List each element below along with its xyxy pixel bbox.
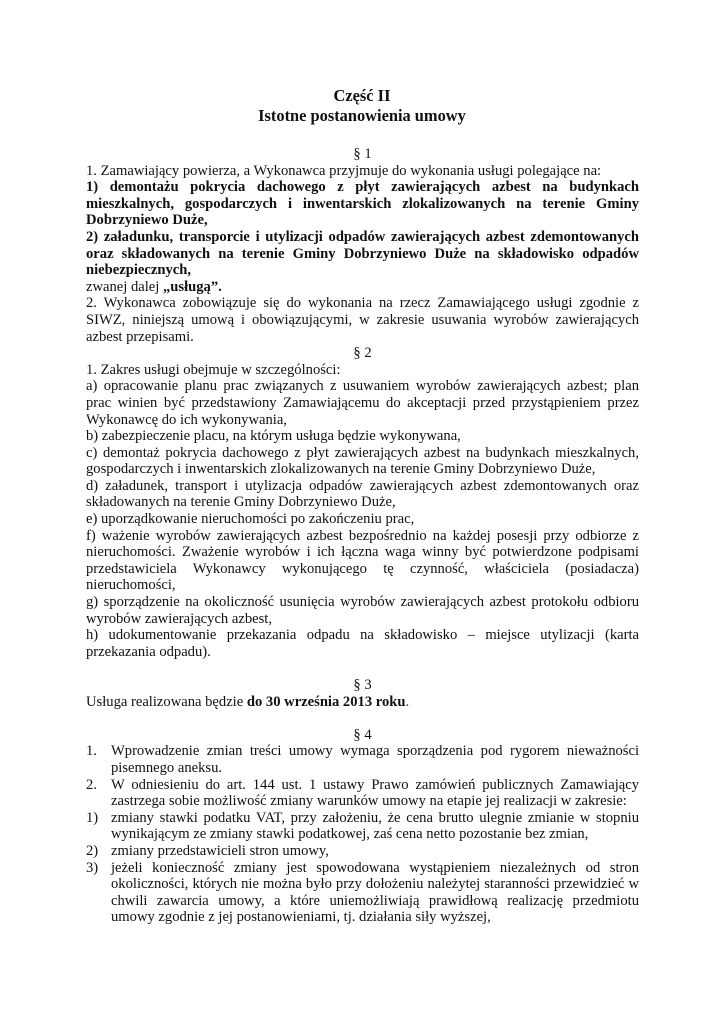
- s4-list-item: [86, 810, 639, 843]
- s4-item-number: 2.: [86, 776, 97, 793]
- document-body: [86, 146, 639, 926]
- s2-item-b: b) zabezpieczenie placu, na którym usługa będzie wykonywana,: [86, 428, 461, 445]
- s1-item-1: 1) demontażu pokrycia dachowego z płyt zawierających azbest na budynkach mieszkalnych, gospodarczych i inwentarskich zlokalizowanych na terenie Gminy Dobrzyniewo Duże,: [86, 179, 639, 229]
- s4-item-text: zmiany przedstawicieli stron umowy,: [111, 842, 329, 859]
- s4-list-item: [86, 743, 639, 776]
- s4-item-text: Wprowadzenie zmian treści umowy wymaga sporządzenia pod rygorem nieważności pisemnego aneksu.: [111, 743, 639, 776]
- s4-item-number: 1.: [86, 743, 97, 760]
- s4-item-number: 3): [86, 859, 99, 876]
- part-title: Część II: [333, 86, 391, 105]
- s1-paragraph-1: 1. Zamawiający powierza, a Wykonawca przyjmuje do wykonania usługi polegające na:: [86, 162, 602, 179]
- s2-item-c: c) demontaż pokrycia dachowego z płyt zawierających azbest na budynkach mieszkalnych, gospodarczych i inwentarskich zlokalizowanych na terenie Gminy Dobrzyniewo Duże,: [86, 444, 639, 478]
- s3-period: .: [405, 693, 410, 710]
- s2-item-h: h) udokumentowanie przekazania odpadu na składowisko – miejsce utylizacji (karta przekazania odpadu).: [86, 627, 639, 660]
- document-subtitle: Istotne postanowienia umowy: [258, 106, 466, 125]
- s3-text: [86, 694, 639, 711]
- spacer: [86, 710, 639, 727]
- s3-deadline: do 30 września 2013 roku: [246, 693, 406, 710]
- s1-definition-term: „usługą”.: [162, 278, 222, 295]
- s1-paragraph-2: 2. Wykonawca zobowiązuje się do wykonania na rzecz Zamawiającego usługi zgodnie z SIWZ, niniejszą umową i obowiązującymi, w zakresie usuwania wyrobów zawierających azbest przepisami.: [86, 295, 639, 345]
- section-2-heading: § 2: [353, 345, 372, 362]
- s4-list-item: [86, 843, 639, 860]
- section-1-heading: § 1: [353, 146, 372, 162]
- s4-item-text: W odniesieniu do art. 144 ust. 1 ustawy Prawo zamówień publicznych Zamawiający zastrzega sobie możliwość zmiany warunków umowy na etapie jej realizacji w zakresie:: [111, 776, 639, 810]
- s2-item-d: d) załadunek, transport i utylizacja odpadów zawierających azbest zdemontowanych oraz składowanych na terenie Gminy Dobrzyniewo Duże,: [86, 477, 639, 511]
- s4-item-text: jeżeli konieczność zmiany jest spowodowana wystąpieniem niezależnych od stron okoliczności, których nie można było przy dołożeniu należytej staranności przewidzieć w chwili zawarcia umowy, a które uniemożliwiają prawidłową realizację przedmiotu umowy zgodnie z jej postanowieniami, tj. działania siły wyższej,: [111, 859, 639, 926]
- s2-item-a: a) opracowanie planu prac związanych z usuwaniem wyrobów zawierających azbest; plan prac winien być przedstawiony Zamawiającemu do akceptacji przed przystąpieniem przez Wykonawcę do ich wykonywania,: [86, 378, 639, 428]
- s1-definition-text: zwanej dalej: [86, 278, 163, 295]
- section-3-heading: § 3: [353, 677, 372, 693]
- s1-definition: [86, 279, 639, 296]
- section-4-heading: § 4: [353, 726, 372, 743]
- s1-item-2: 2) załadunku, transporcie i utylizacji odpadów zawierających azbest zdemontowanych oraz składowanych na terenie Gminy Dobrzyniewo Duże na składowisko odpadów niebezpiecznych,: [86, 228, 639, 279]
- s2-item-f: f) ważenie wyrobów zawierających azbest bezpośrednio na każdej posesji przy odbiorze z nieruchomości. Zważenie wyrobów i ich łączna waga winny być potwierdzone podpisami przedstawiciela Wykonawcy wykonującego tę czynność, właściciela (posiadacza) nieruchomości,: [86, 527, 639, 594]
- s4-item-text: zmiany stawki podatku VAT, przy założeniu, że cena brutto ulegnie zmianie w stopniu wynikającym ze zmiany stawki podatkowej, zaś cena netto pozostanie bez zmian,: [111, 809, 639, 843]
- s4-item-number: 1): [86, 809, 99, 826]
- s4-list-item: [86, 860, 639, 926]
- spacer: [86, 660, 639, 677]
- s4-item-number: 2): [86, 842, 99, 859]
- s3-text-lead: Usługa realizowana będzie: [86, 693, 247, 710]
- s2-intro: 1. Zakres usługi obejmuje w szczególności:: [86, 361, 341, 378]
- s2-item-e: e) uporządkowanie nieruchomości po zakończeniu prac,: [86, 511, 415, 528]
- s2-item-g: g) sporządzenie na okoliczność usunięcia wyrobów zawierających azbest protokołu odbioru wyrobów zawierających azbest,: [86, 594, 639, 627]
- s4-list-item: [86, 777, 639, 810]
